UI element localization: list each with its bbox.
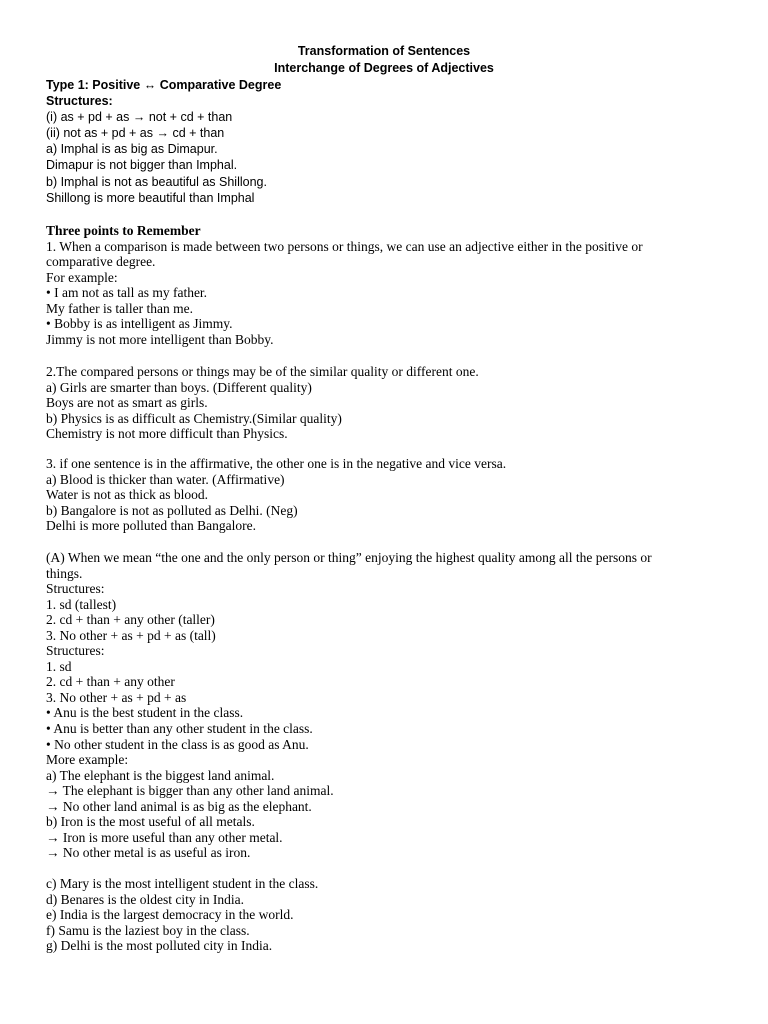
text-line: 1. When a comparison is made between two persons or things, we can use an adjective either in the positive or [46, 238, 643, 254]
text-line: 2.The compared persons or things may be of the similar quality or different one. [46, 364, 479, 379]
text-line: Delhi is more polluted than Bangalore. [46, 518, 256, 534]
exercise-line: g) Delhi is the most polluted city in India. [46, 938, 273, 954]
text-line: comparative degree. [46, 254, 156, 270]
text-line: More example: [46, 752, 129, 768]
example-line: a) Imphal is as big as Dimapur. [46, 142, 218, 157]
text-line: • No other student in the class is as good as Anu. [46, 736, 309, 752]
exercise-line: c) Mary is the most intelligent student in the class. [46, 876, 319, 891]
text-line: My father is taller than me. [46, 300, 193, 316]
text-line: 3. No other + as + pd + as [46, 689, 187, 705]
text-line: a) Blood is thicker than water. (Affirmative) [46, 471, 285, 487]
points-heading: Three points to Remember [46, 223, 201, 238]
type1-section [46, 77, 726, 206]
example-line: b) Imphal is not as beautiful as Shillong. [46, 174, 267, 189]
text-line: → No other land animal is as big as the elephant. [46, 798, 312, 814]
text-line: Water is not as thick as blood. [46, 487, 209, 503]
text-line: 2. cd + than + any other (taller) [46, 612, 215, 628]
exercise-line: e) India is the largest democracy in the world. [46, 907, 294, 923]
document-subtitle: Interchange of Degrees of Adjectives [274, 61, 494, 75]
text-line: b) Physics is as difficult as Chemistry.(Similar quality) [46, 410, 342, 426]
point2-section [46, 364, 726, 442]
text-line: b) Bangalore is not as polluted as Delhi. (Neg) [46, 502, 298, 518]
text-line: → No other metal is as useful as iron. [46, 845, 251, 861]
text-line: Boys are not as smart as girls. [46, 395, 208, 411]
exercise-line: f) Samu is the laziest boy in the class. [46, 922, 250, 938]
text-line: a) Girls are smarter than boys. (Different quality) [46, 379, 312, 395]
text-line: 1. sd [46, 658, 72, 674]
text-line: (A) When we mean “the one and the only person or thing” enjoying the highest quality among all the persons or [46, 550, 652, 565]
text-line: Chemistry is not more difficult than Physics. [46, 426, 288, 442]
example-line: Dimapur is not bigger than Imphal. [46, 158, 238, 173]
text-line: • I am not as tall as my father. [46, 285, 208, 301]
point1-section [46, 223, 726, 347]
text-line: → Iron is more useful than any other metal. [46, 829, 283, 845]
text-line: a) The elephant is the biggest land animal. [46, 767, 275, 783]
text-line: Structures: [46, 643, 105, 659]
type1-heading: Type 1: Positive ↔ Comparative Degree [46, 78, 282, 92]
section-a [46, 550, 726, 861]
text-line: For example: [46, 269, 118, 285]
text-line: 3. if one sentence is in the affirmative, the other one is in the negative and vice versa. [46, 456, 507, 471]
text-line: 1. sd (tallest) [46, 596, 117, 612]
text-line: 3. No other + as + pd + as (tall) [46, 627, 216, 643]
example-line: Shillong is more beautiful than Imphal [46, 190, 255, 205]
document-title: Transformation of Sentences [297, 44, 471, 58]
text-line: Jimmy is not more intelligent than Bobby. [46, 331, 274, 347]
text-line: • Anu is the best student in the class. [46, 705, 244, 721]
text-line: 2. cd + than + any other [46, 674, 175, 690]
text-line: • Bobby is as intelligent as Jimmy. [46, 316, 233, 332]
text-line: → The elephant is bigger than any other land animal. [46, 783, 334, 799]
structure-line: (i) as + pd + as → not + cd + than [46, 110, 233, 125]
exercise-line: d) Benares is the oldest city in India. [46, 891, 244, 907]
structures-label: Structures: [46, 94, 113, 109]
text-line: • Anu is better than any other student in the class. [46, 721, 313, 737]
text-line: Structures: [46, 581, 105, 597]
text-line: things. [46, 565, 83, 581]
structure-line: (ii) not as + pd + as → cd + than [46, 126, 225, 141]
exercise-section [46, 876, 726, 954]
text-line: b) Iron is the most useful of all metals. [46, 814, 255, 830]
point3-section [46, 456, 726, 534]
